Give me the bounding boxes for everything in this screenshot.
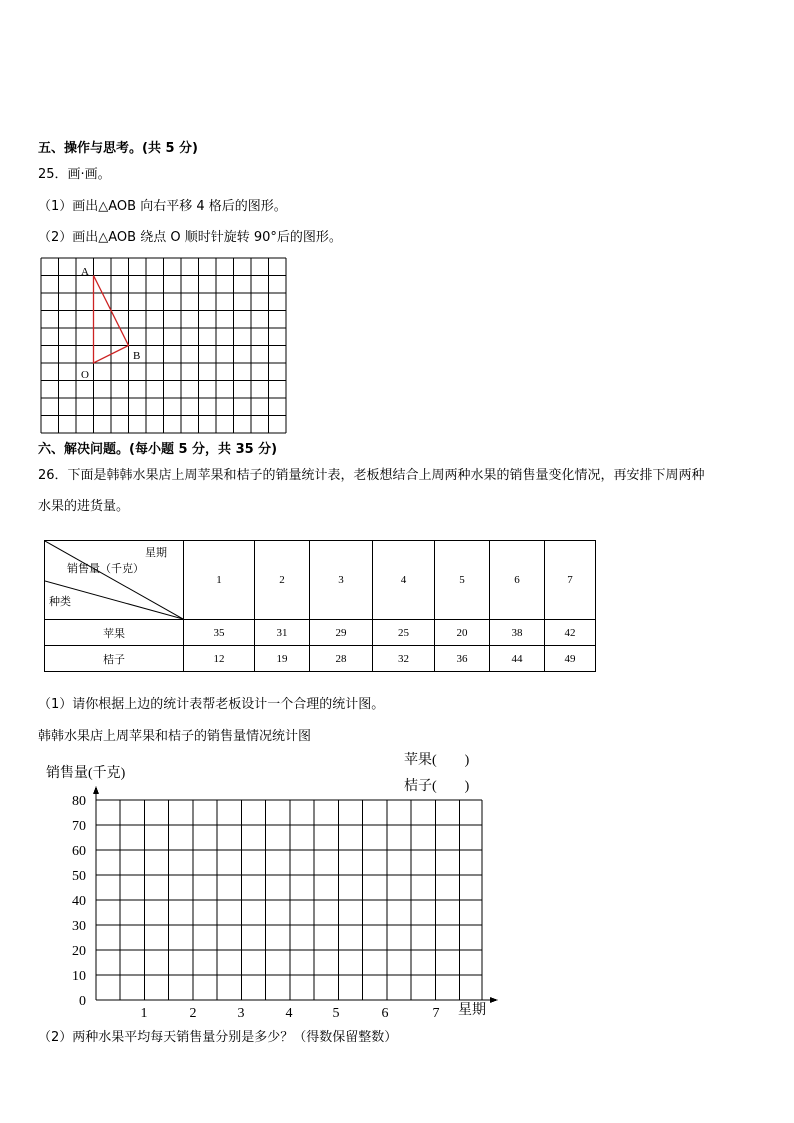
part2-text: （2）两种水果平均每天销售量分别是多少？（得数保留整数） (38, 1030, 398, 1045)
y-tick-label: 30 (72, 919, 86, 934)
table-cell: 12 (184, 646, 255, 672)
x-tick-label: 3 (237, 1006, 245, 1021)
x-tick-label: 4 (285, 1006, 293, 1021)
y-axis-arrow (93, 786, 99, 794)
chart-title: 韩韩水果店上周苹果和桔子的销售量情况统计图 (38, 729, 312, 744)
x-axis-label: 星期 (458, 1003, 486, 1018)
legend-orange: 桔子( ) (404, 779, 470, 794)
part1-text: （1）请你根据上边的统计表帮老板设计一个合理的统计图。 (38, 697, 385, 712)
label-b: B (133, 350, 141, 362)
x-tick-label: 1 (140, 1006, 148, 1021)
y-tick-label: 70 (72, 819, 86, 834)
y-tick-label: 40 (72, 894, 86, 909)
table-cell: 20 (435, 620, 490, 646)
day-header: 5 (435, 541, 490, 620)
y-tick-label: 0 (79, 994, 86, 1009)
y-axis-label: 销售量(千克) (46, 766, 126, 781)
table-cell: 38 (490, 620, 545, 646)
section5-heading: 五、操作与思考。(共 5 分) (38, 141, 198, 156)
label-o: O (81, 369, 89, 381)
q25-part1: （1）画出△AOB 向右平移 4 格后的图形。 (38, 199, 287, 214)
table-cell: 28 (310, 646, 373, 672)
table-cell: 31 (255, 620, 310, 646)
y-tick-label: 20 (72, 944, 86, 959)
day-header: 1 (184, 541, 255, 620)
table-cell: 49 (545, 646, 596, 672)
day-header: 4 (373, 541, 435, 620)
table-cell: 29 (310, 620, 373, 646)
q26-line2: 水果的进货量。 (38, 499, 130, 514)
corner-type-label: 种类 (49, 595, 71, 608)
legend-apple: 苹果( ) (404, 753, 470, 768)
x-tick-label: 7 (432, 1006, 440, 1021)
x-axis-arrow (490, 997, 498, 1003)
q25-title: 25．画·画。 (38, 167, 111, 182)
table-cell: 36 (435, 646, 490, 672)
x-tick-label: 5 (332, 1006, 340, 1021)
table-cell: 19 (255, 646, 310, 672)
table-cell: 25 (373, 620, 435, 646)
table-cell: 42 (545, 620, 596, 646)
y-tick-label: 50 (72, 869, 86, 884)
y-tick-label: 60 (72, 844, 86, 859)
x-tick-label: 6 (381, 1006, 389, 1021)
row-name: 桔子 (45, 646, 184, 672)
label-a: A (81, 266, 89, 278)
table-cell: 35 (184, 620, 255, 646)
x-tick-label: 2 (189, 1006, 197, 1021)
y-tick-label: 80 (72, 794, 86, 809)
day-header: 2 (255, 541, 310, 620)
table-cell: 44 (490, 646, 545, 672)
row-name: 苹果 (45, 620, 184, 646)
day-header: 3 (310, 541, 373, 620)
table-cell: 32 (373, 646, 435, 672)
day-header: 7 (545, 541, 596, 620)
corner-weekday-label: 星期 (145, 546, 167, 559)
q25-part2: （2）画出△AOB 绕点 O 顺时针旋转 90°后的图形。 (38, 230, 342, 245)
day-header: 6 (490, 541, 545, 620)
section6-heading: 六、解决问题。(每小题 5 分，共 35 分) (38, 442, 278, 457)
q26-line1: 26．下面是韩韩水果店上周苹果和桔子的销量统计表，老板想结合上周两种水果的销售量变化情况，再安排下周两种 (38, 468, 705, 483)
corner-sales-label: 销售量（千克） (67, 562, 144, 575)
y-tick-label: 10 (72, 969, 86, 984)
